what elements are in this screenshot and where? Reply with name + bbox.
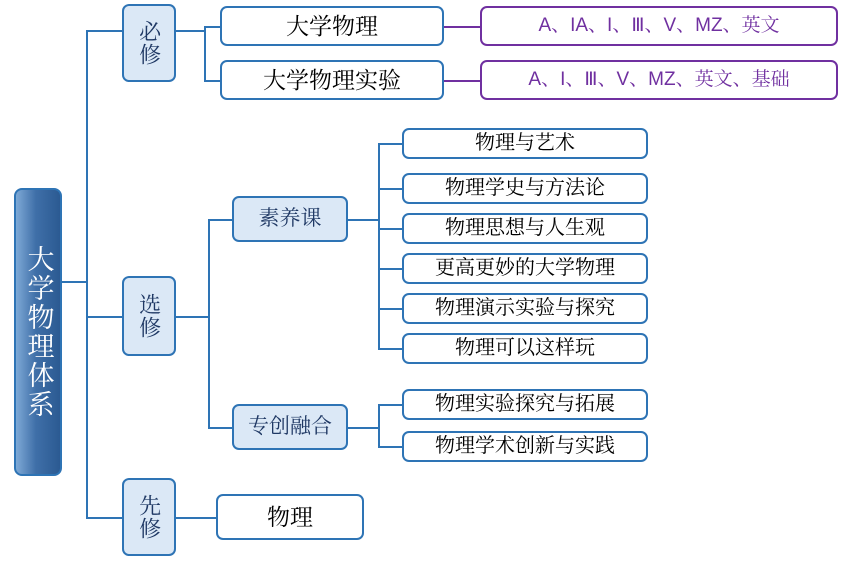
branch-node-xianxiu[interactable]: 先修 — [122, 478, 176, 556]
branch-node-bixiu[interactable]: 必修 — [122, 4, 176, 82]
leaf-wuli-xueshu-chuangxin-yu-shijian[interactable]: 物理学术创新与实践 — [402, 431, 648, 462]
detail-box-daxue-wuli-shiyan[interactable]: A、I、Ⅲ、V、MZ、英文、基础 — [480, 60, 838, 100]
leaf-wuli[interactable]: 物理 — [216, 494, 364, 540]
connector-detail-2 — [444, 80, 480, 82]
connector-to-xuanxiu — [86, 316, 122, 318]
connector-bixiu-spine — [204, 26, 206, 80]
root-node[interactable]: 大学物理体系 — [14, 188, 62, 476]
branch-node-xuanxiu[interactable]: 选修 — [122, 276, 176, 356]
connector-suyang-c1 — [378, 143, 402, 145]
connector-suyang-spine — [378, 143, 380, 349]
connector-zhuangchuang-stub — [348, 427, 378, 429]
connector-zhuangchuang-spine — [378, 404, 380, 448]
detail-box-daxue-wuli[interactable]: A、IA、I、Ⅲ、V、MZ、英文 — [480, 6, 838, 46]
connector-bixiu-c2 — [204, 80, 220, 82]
connector-xuanxiu-g2 — [208, 427, 232, 429]
connector-xianxiu-child — [176, 517, 216, 519]
leaf-daxue-wuli-shiyan[interactable]: 大学物理实验 — [220, 60, 444, 100]
leaf-genggao-gengmiao-de-daxue-wuli[interactable]: 更高更妙的大学物理 — [402, 253, 648, 284]
connector-xuanxiu-g1 — [208, 219, 232, 221]
group-node-zhuanchuangronghe[interactable]: 专创融合 — [232, 404, 348, 450]
leaf-daxue-wuli[interactable]: 大学物理 — [220, 6, 444, 46]
connector-bixiu-stub — [176, 30, 204, 32]
connector-main-spine — [86, 30, 88, 518]
leaf-wuli-shiyan-tanjiu-yu-tuozhan[interactable]: 物理实验探究与拓展 — [402, 389, 648, 420]
connector-suyang-c2 — [378, 188, 402, 190]
leaf-wuli-yu-yishu[interactable]: 物理与艺术 — [402, 128, 648, 159]
connector-xuanxiu-stub — [176, 316, 208, 318]
leaf-wuli-yanshi-shiyan-yu-tanjiu[interactable]: 物理演示实验与探究 — [402, 293, 648, 324]
connector-suyang-c4 — [378, 268, 402, 270]
connector-bixiu-c1 — [204, 26, 220, 28]
connector-zhuangchuang-c2 — [378, 446, 402, 448]
connector-root-stub — [62, 281, 86, 283]
connector-detail-1 — [444, 26, 480, 28]
connector-to-bixiu — [86, 30, 122, 32]
connector-suyang-stub — [348, 219, 378, 221]
connector-to-xianxiu — [86, 517, 122, 519]
connector-xuanxiu-spine — [208, 219, 210, 427]
connector-zhuangchuang-c1 — [378, 404, 402, 406]
leaf-wuli-keyi-zheyang-wan[interactable]: 物理可以这样玩 — [402, 333, 648, 364]
group-node-suyangke[interactable]: 素养课 — [232, 196, 348, 242]
connector-suyang-c3 — [378, 228, 402, 230]
leaf-wulixueshi-yu-fangfalun[interactable]: 物理学史与方法论 — [402, 173, 648, 204]
connector-suyang-c5 — [378, 308, 402, 310]
connector-suyang-c6 — [378, 348, 402, 350]
leaf-wuli-sixiang-yu-renshengguan[interactable]: 物理思想与人生观 — [402, 213, 648, 244]
